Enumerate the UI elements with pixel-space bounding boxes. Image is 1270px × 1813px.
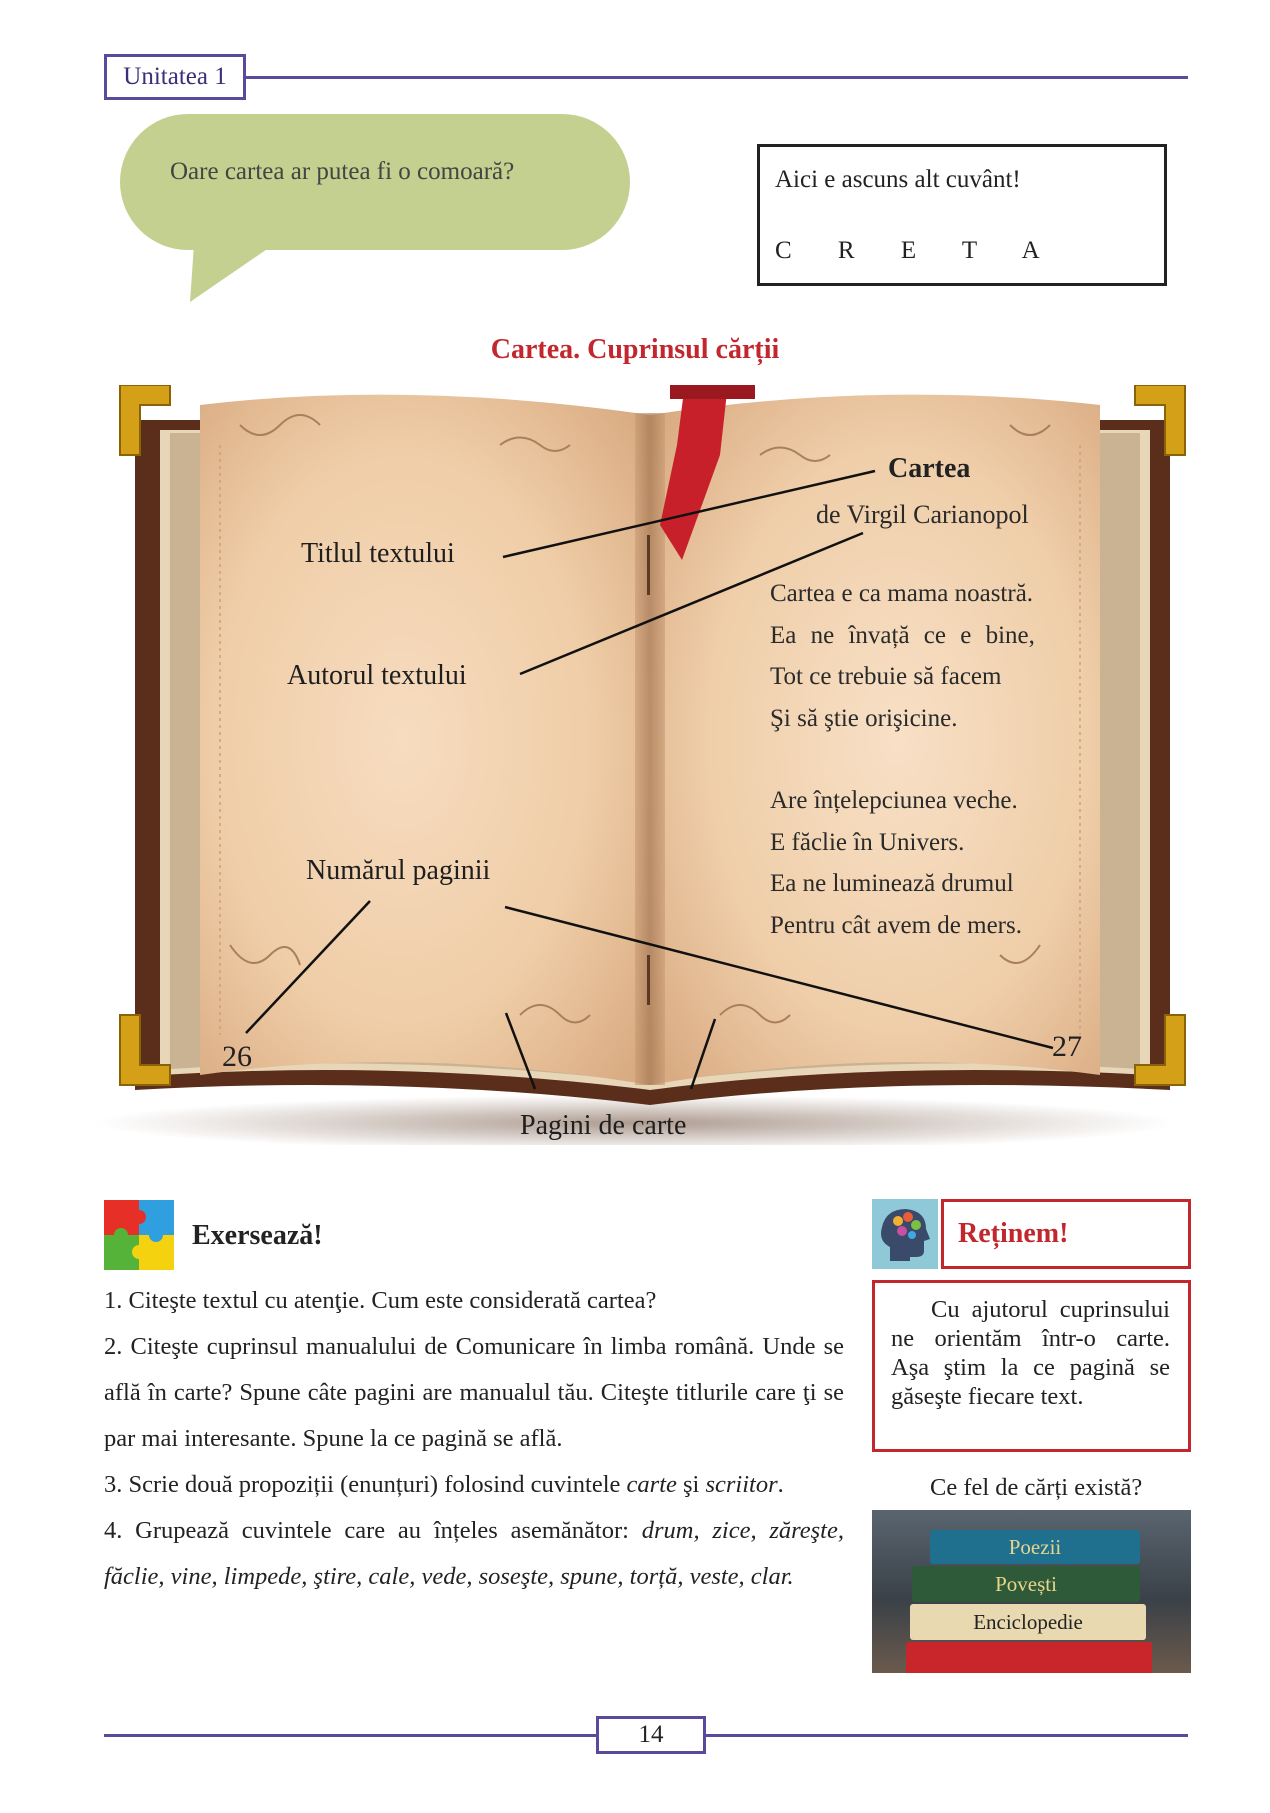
poem-line: Ea ne luminează drumul <box>770 870 1014 897</box>
poem-title: Cartea <box>888 453 971 484</box>
exercise-list <box>104 1278 844 1600</box>
poem-line: Tot ce trebuie să facem <box>770 663 1002 690</box>
label-author: Autorul textului <box>287 660 467 691</box>
poem-line: Cartea e ca mama noastră. <box>770 580 1034 607</box>
page-number: 14 <box>596 1716 706 1754</box>
books-question: Ce fel de cărți există? <box>930 1474 1143 1501</box>
book-label: Poezii <box>1008 1534 1062 1559</box>
book-label: Povești <box>995 1571 1057 1596</box>
exercise-item-4 <box>104 1508 844 1600</box>
poem-stanza-2 <box>770 780 1022 946</box>
exercise-item-3-end: . <box>777 1471 784 1498</box>
exercise-item-3-text: 3. Scrie două propoziții (enunțuri) folosind cuvintele <box>104 1471 627 1498</box>
hidden-word: C R E T A <box>775 237 1060 264</box>
book-label: Enciclopedie <box>973 1609 1083 1634</box>
retinem-text: Cu ajutorul cuprinsului ne orientăm într-o carte. Aşa ştim la ce pagină se găseşte fiecare text. <box>872 1280 1191 1452</box>
exercise-word-carte: carte <box>626 1471 677 1498</box>
left-page-number: 26 <box>222 1040 252 1073</box>
hidden-word-title: Aici e ascuns alt cuvânt! <box>775 166 1021 193</box>
right-page-number: 27 <box>1052 1030 1082 1063</box>
book-spine-red <box>906 1642 1152 1673</box>
poem-line: Pentru cât avem de mers. <box>770 911 1022 939</box>
exercise-title: Exersează! <box>192 1220 323 1251</box>
poem-line: Ea ne învață ce e bine, <box>770 621 1035 649</box>
exercise-word-scriitor: scriitor <box>705 1471 778 1498</box>
label-pages: Pagini de carte <box>520 1110 687 1141</box>
exercise-item-3-and: şi <box>676 1471 706 1498</box>
exercise-item-1: 1. Citeşte textul cu atenţie. Cum este considerată cartea? <box>104 1287 657 1314</box>
label-title: Titlul textului <box>301 538 455 569</box>
exercise-item-4-text: 4. Grupează cuvintele care au înțeles asemănător: <box>104 1517 642 1544</box>
poem-stanza-1 <box>770 573 1035 739</box>
label-page-number: Numărul paginii <box>306 855 491 886</box>
exercise-item-3 <box>104 1462 844 1508</box>
book-spine-povesti <box>912 1566 1140 1602</box>
puzzle-icon <box>104 1200 174 1270</box>
unit-label: Unitatea 1 <box>104 54 246 100</box>
book-spine-enciclopedie <box>910 1604 1146 1640</box>
books-stack-image <box>872 1510 1191 1673</box>
header-rule <box>246 76 1188 79</box>
bubble-question: Oare cartea ar putea fi o comoară? <box>170 158 515 185</box>
section-title: Cartea. Cuprinsul cărții <box>490 334 780 365</box>
exercise-word-list: drum, zice, zăreşte, făclie, vine, limpede, ştire, cale, vede, soseşte, spune, torță, veste, clar. <box>104 1517 844 1590</box>
exercise-item-2: 2. Citeşte cuprinsul manualului de Comunicare în limba română. Unde se află în carte? Spune câte pagini are manualul tău. Citeşte titlurile care ţi se par mai interesante. Spune la ce pagină se află. <box>104 1333 844 1452</box>
poem-author: de Virgil Carianopol <box>816 500 1029 529</box>
book-spine-poezii <box>930 1530 1140 1564</box>
brain-head-icon <box>872 1199 938 1269</box>
poem-line: Şi să ştie orişicine. <box>770 704 958 732</box>
retinem-title: Reținem! <box>941 1199 1191 1269</box>
poem-line: E făclie în Univers. <box>770 828 965 856</box>
poem-line: Are înțelepciunea veche. <box>770 787 1018 814</box>
